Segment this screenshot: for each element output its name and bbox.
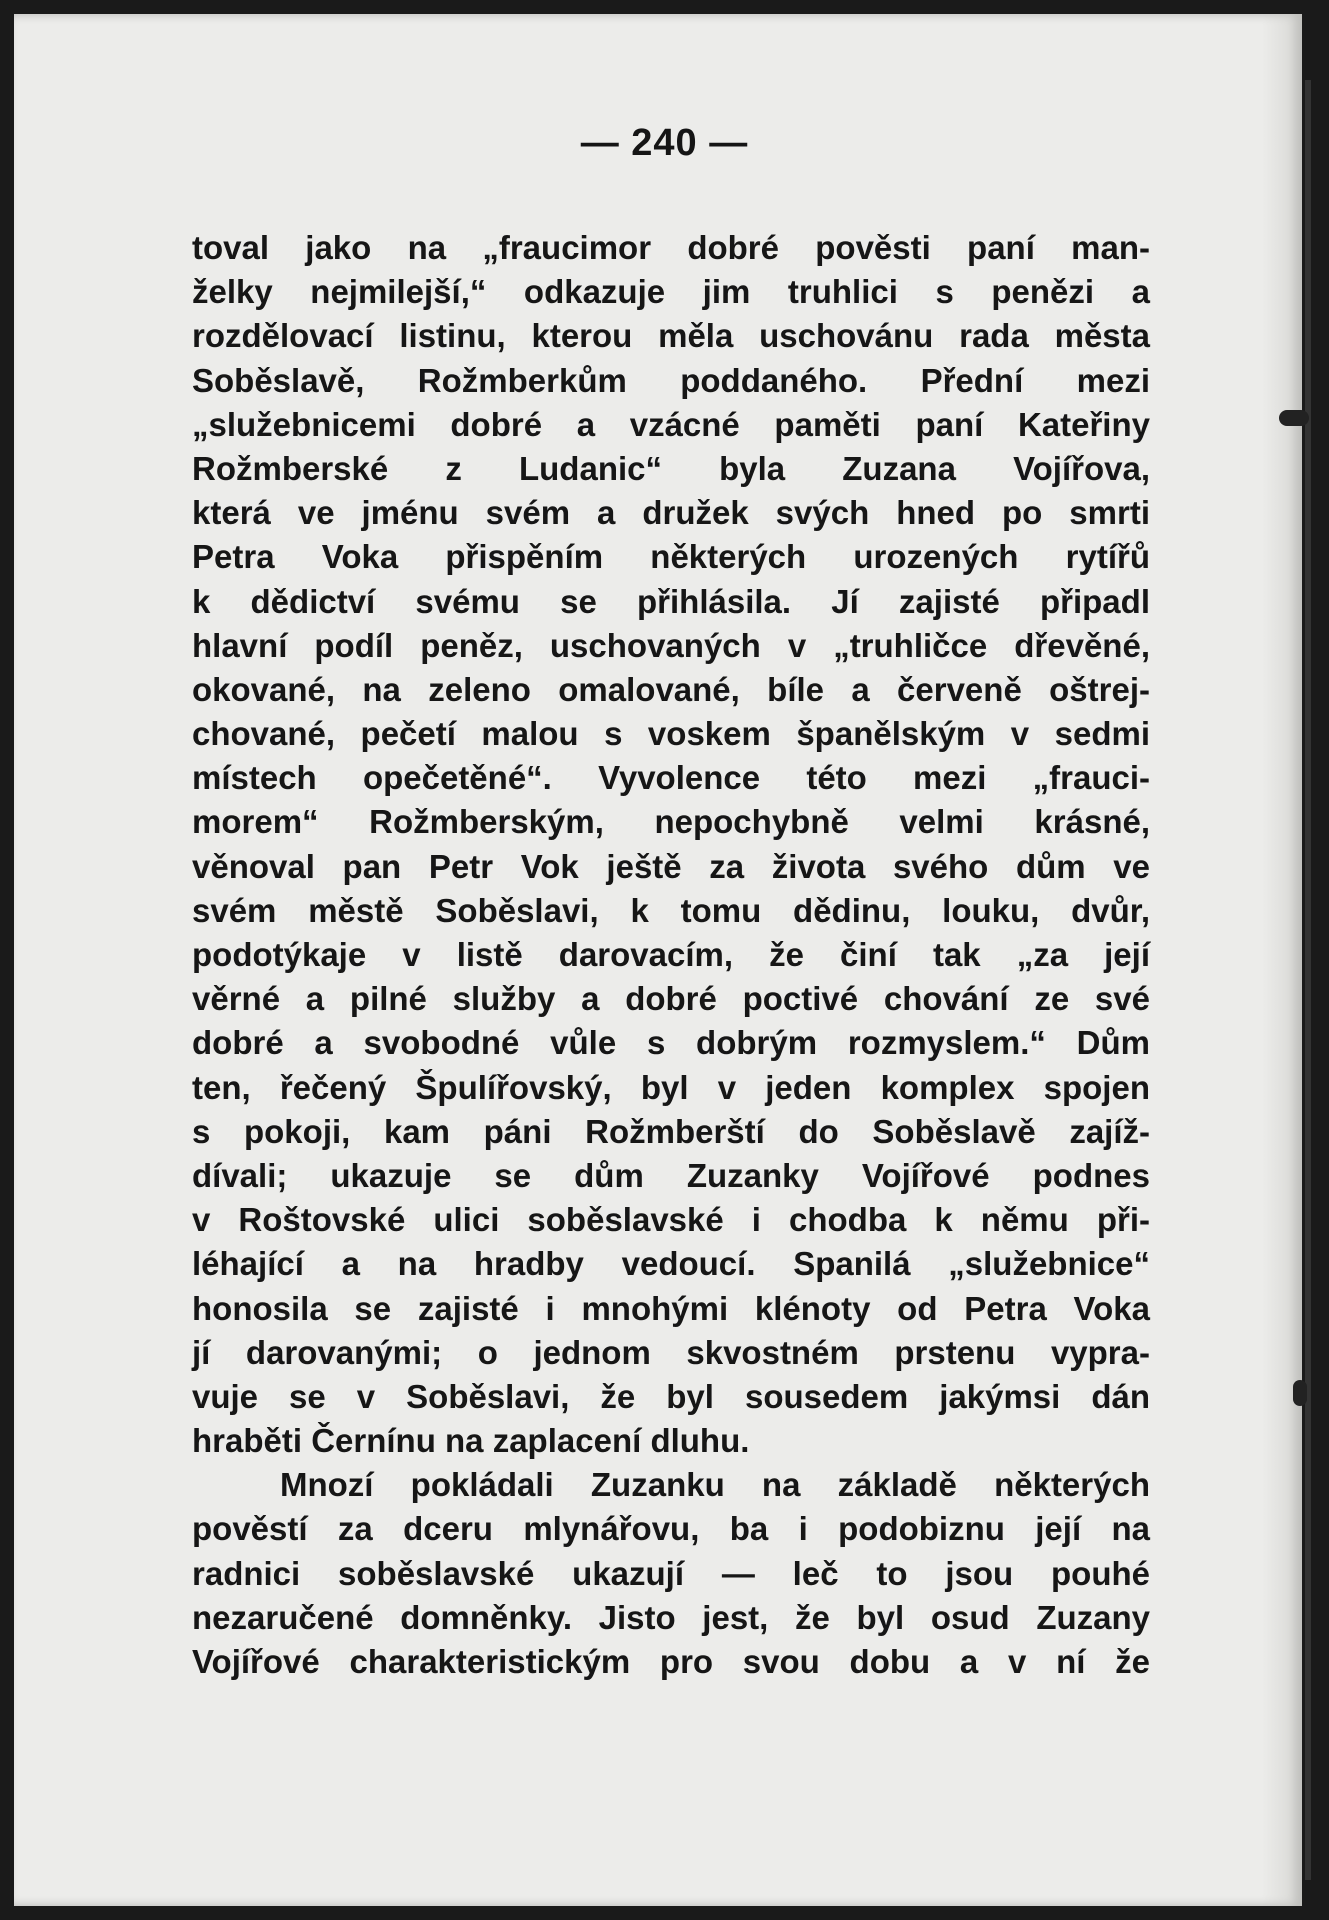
text-line: dívali; ukazuje se dům Zuzanky Vojířové podnes: [192, 1156, 1150, 1194]
text-line: radnici soběslavské ukazují — leč to jsou pouhé: [192, 1554, 1150, 1592]
text-line: jí darovanými; o jednom skvostném prstenu vypra-: [192, 1333, 1150, 1371]
text-line: léhající a na hradby vedoucí. Spanilá „služebnice“: [192, 1245, 1150, 1283]
text-line: chované, pečetí malou s voskem španělským v sedmi: [192, 715, 1150, 753]
binding-mark: [1305, 80, 1311, 1880]
text-line: hlavní podíl peněz, uschovaných v „truhličce dřevěné,: [192, 626, 1150, 664]
text-line: morem“ Rožmberským, nepochybně velmi krásné,: [192, 803, 1150, 841]
page-number: — 240 —: [580, 122, 749, 164]
text-line: honosila se zajisté i mnohými klénoty od Petra Voka: [192, 1289, 1150, 1327]
text-line: Soběslavě, Rožmberkům poddaného. Přední mezi: [192, 361, 1150, 399]
text-line: s pokoji, kam páni Rožmberští do Soběslavě zajíž-: [192, 1112, 1150, 1150]
text-line: vuje se v Soběslavi, že byl sousedem jakýmsi dán: [192, 1377, 1150, 1415]
text-line: hraběti Černínu na zaplacení dluhu.: [192, 1422, 750, 1460]
text-line: místech opečetěné“. Vyvolence této mezi „frauci-: [192, 759, 1150, 797]
body-text: [192, 226, 1150, 1684]
text-line: Vojířové charakteristickým pro svou dobu a v ní že: [192, 1643, 1150, 1680]
text-line: věrné a pilné služby a dobré poctivé chování ze své: [192, 980, 1150, 1018]
text-line: želky nejmilejší,“ odkazuje jim truhlici s penězi a: [192, 273, 1150, 311]
binding-mark: [1279, 410, 1309, 426]
text-line: rozdělovací listinu, kterou měla uschovánu rada města: [192, 317, 1150, 355]
binding-mark: [1293, 1380, 1307, 1406]
text-line: v Roštovské ulici soběslavské i chodba k němu při-: [192, 1201, 1150, 1239]
page-edge-shadow: [1262, 14, 1302, 1906]
text-line: podotýkaje v listě darovacím, že činí tak „za její: [192, 936, 1150, 973]
text-line: k dědictví svému se přihlásila. Jí zajisté připadl: [192, 582, 1150, 620]
text-line: která ve jménu svém a družek svých hned po smrti: [192, 494, 1150, 532]
text-line: Mnozí pokládali Zuzanku na základě některých: [280, 1466, 1150, 1504]
text-line: nezaručené domněnky. Jisto jest, že byl osud Zuzany: [192, 1598, 1150, 1636]
text-line: Petra Voka přispěním některých urozených rytířů: [192, 538, 1150, 576]
text-line: pověstí za dceru mlynářovu, ba i podobiznu její na: [192, 1510, 1150, 1548]
text-line: svém městě Soběslavi, k tomu dědinu, louku, dvůr,: [192, 891, 1150, 929]
text-line: ten, řečený Špulířovský, byl v jeden komplex spojen: [192, 1068, 1150, 1106]
text-line: okované, na zeleno omalované, bíle a červeně oštrej-: [192, 670, 1150, 708]
text-line: Rožmberské z Ludanic“ byla Zuzana Vojířova,: [192, 449, 1150, 487]
text-line: dobré a svobodné vůle s dobrým rozmyslem.“ Dům: [192, 1024, 1150, 1062]
text-line: věnoval pan Petr Vok ještě za života svého dům ve: [192, 847, 1150, 885]
text-line: toval jako na „fraucimor dobré pověsti paní man-: [192, 229, 1150, 266]
text-line: „služebnicemi dobré a vzácné paměti paní Kateřiny: [192, 405, 1150, 443]
